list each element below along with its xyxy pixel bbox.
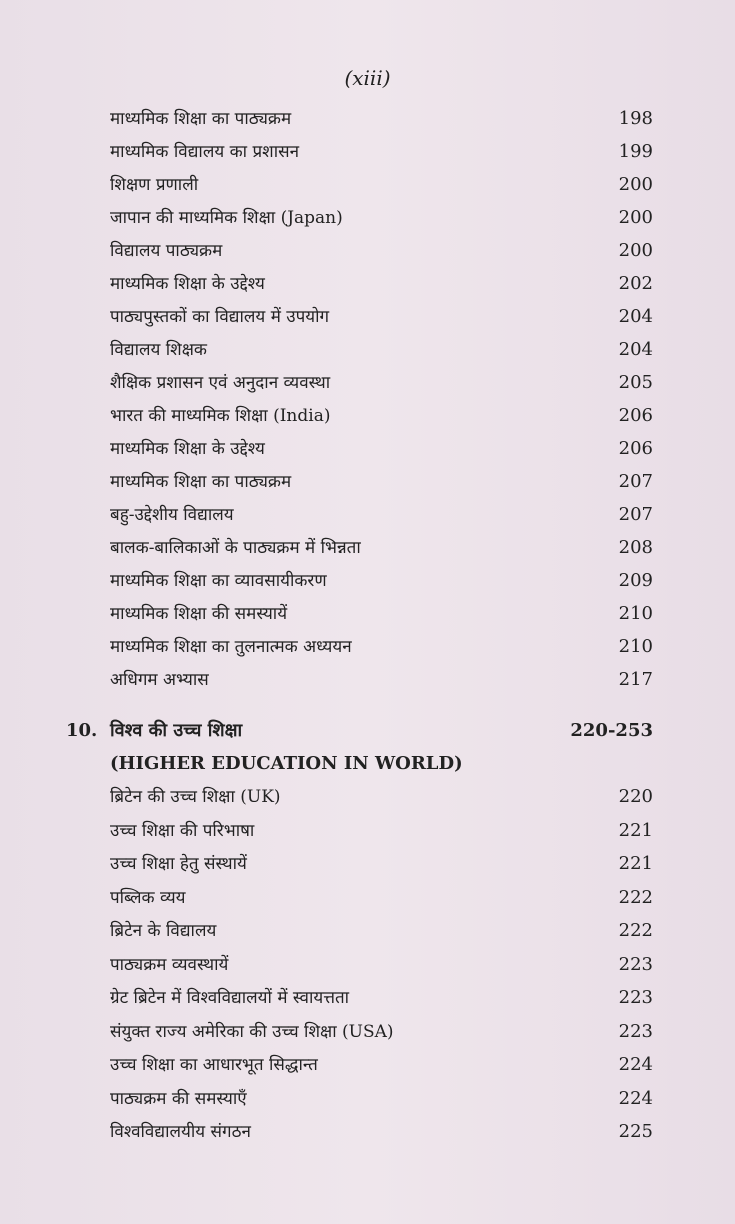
toc-entry	[0, 849, 735, 879]
toc-entry	[0, 1017, 735, 1047]
toc-entry-page: 223	[618, 1021, 653, 1042]
toc-entry-page: 217	[618, 669, 653, 690]
toc-entry	[0, 1050, 735, 1080]
toc-entry-page: 220	[618, 786, 653, 807]
toc-entry-page: 200	[618, 207, 653, 228]
toc-entry	[0, 632, 735, 662]
toc-entry-page: 221	[618, 853, 653, 874]
toc-entry	[0, 170, 735, 200]
toc-entry	[0, 782, 735, 812]
toc-entry-page: 220-253	[570, 720, 653, 741]
toc-entry	[0, 1117, 735, 1147]
toc-entry-title: विद्यालय पाठ्यक्रम	[110, 241, 223, 261]
toc-entry	[0, 816, 735, 846]
toc-entry-page: 207	[618, 471, 653, 492]
toc-entry-title: माध्यमिक शिक्षा का पाठ्यक्रम	[110, 472, 292, 492]
chapter-english-title: (HIGHER EDUCATION IN WORLD)	[110, 753, 463, 774]
toc-entry-page: 224	[618, 1054, 653, 1075]
toc-entry	[0, 983, 735, 1013]
toc-entry-title: विश्व की उच्च शिक्षा	[110, 720, 243, 741]
toc-entry-page: 198	[618, 108, 653, 129]
toc-entry-page: 224	[618, 1088, 653, 1109]
toc-entry	[0, 302, 735, 332]
toc-entry	[0, 1084, 735, 1114]
toc-entry-page: 207	[618, 504, 653, 525]
toc-entry-page: 206	[618, 405, 653, 426]
toc-entry-title: संयुक्त राज्य अमेरिका की उच्च शिक्षा (USA)	[110, 1022, 394, 1042]
toc-entry-page: 223	[618, 954, 653, 975]
toc-entry-title: ब्रिटेन की उच्च शिक्षा (UK)	[110, 787, 281, 807]
toc-entry-title: विद्यालय शिक्षक	[110, 340, 207, 360]
toc-entry-page: 223	[618, 987, 653, 1008]
toc-entry-page: 208	[618, 537, 653, 558]
toc-entry-title: अधिगम अभ्यास	[110, 670, 209, 690]
toc-entry-title: विश्वविद्यालयीय संगठन	[110, 1122, 251, 1142]
toc-entry	[0, 401, 735, 431]
toc-entry-page: 210	[618, 636, 653, 657]
toc-entry	[0, 500, 735, 530]
toc-entry-page: 210	[618, 603, 653, 624]
toc-entry-title: माध्यमिक शिक्षा का व्यावसायीकरण	[110, 571, 327, 591]
toc-entry	[0, 665, 735, 695]
toc-entry-title: ब्रिटेन के विद्यालय	[110, 921, 217, 941]
toc-entry	[0, 236, 735, 266]
toc-entry-title: उच्च शिक्षा का आधारभूत सिद्धान्त	[110, 1055, 318, 1075]
toc-entry-title: जापान की माध्यमिक शिक्षा (Japan)	[110, 208, 343, 228]
toc-entry-title: शैक्षिक प्रशासन एवं अनुदान व्यवस्था	[110, 373, 331, 393]
toc-entry-title: पाठ्यपुस्तकों का विद्यालय में उपयोग	[110, 307, 330, 327]
toc-entry-page: 204	[618, 339, 653, 360]
toc-entry-page: 221	[618, 820, 653, 841]
toc-entry-page: 222	[618, 920, 653, 941]
toc-entry-page: 199	[618, 141, 653, 162]
toc-entry-title: ग्रेट ब्रिटेन में विश्वविद्यालयों में स्वायत्तता	[110, 988, 350, 1008]
page-number: (xiii)	[344, 66, 391, 90]
toc-entry-page: 204	[618, 306, 653, 327]
toc-entry	[0, 203, 735, 233]
toc-entry	[0, 335, 735, 365]
toc-entry-title: माध्यमिक शिक्षा के उद्देश्य	[110, 274, 265, 294]
toc-entry	[0, 599, 735, 629]
toc-entry-title: बालक-बालिकाओं के पाठ्यक्रम में भिन्नता	[110, 538, 361, 558]
toc-entry-title: उच्च शिक्षा की परिभाषा	[110, 821, 255, 841]
toc-entry-page: 206	[618, 438, 653, 459]
toc-entry-title: पब्लिक व्यय	[110, 888, 186, 908]
toc-entry-title: पाठ्यक्रम व्यवस्थायें	[110, 955, 229, 975]
toc-entry	[0, 467, 735, 497]
toc-entry	[0, 566, 735, 596]
chapter-number: 10.	[66, 720, 98, 741]
toc-entry-title: माध्यमिक शिक्षा के उद्देश्य	[110, 439, 265, 459]
toc-entry	[0, 137, 735, 167]
toc-entry-page: 225	[618, 1121, 653, 1142]
toc-entry-title: माध्यमिक विद्यालय का प्रशासन	[110, 142, 300, 162]
toc-entry	[0, 916, 735, 946]
toc-entry	[0, 368, 735, 398]
chapter-heading	[0, 716, 735, 746]
toc-entry	[0, 950, 735, 980]
toc-entry	[0, 434, 735, 464]
toc-entry-page: 222	[618, 887, 653, 908]
toc-entry-page: 202	[618, 273, 653, 294]
toc-entry-page: 205	[618, 372, 653, 393]
toc-entry	[0, 269, 735, 299]
toc-entry-title: माध्यमिक शिक्षा का तुलनात्मक अध्ययन	[110, 637, 352, 657]
toc-entry-title: माध्यमिक शिक्षा का पाठ्यक्रम	[110, 109, 292, 129]
toc-entry-title: उच्च शिक्षा हेतु संस्थायें	[110, 854, 247, 874]
toc-entry-title: शिक्षण प्रणाली	[110, 175, 199, 195]
toc-entry-title: पाठ्यक्रम की समस्याएँ	[110, 1089, 247, 1109]
toc-entry-page: 200	[618, 174, 653, 195]
toc-entry-title: माध्यमिक शिक्षा की समस्यायें	[110, 604, 288, 624]
toc-entry-page: 209	[618, 570, 653, 591]
toc-entry	[0, 104, 735, 134]
toc-entry	[0, 533, 735, 563]
toc-entry-title: बहु-उद्देशीय विद्यालय	[110, 505, 234, 525]
toc-entry-title: भारत की माध्यमिक शिक्षा (India)	[110, 406, 331, 426]
toc-entry-page: 200	[618, 240, 653, 261]
toc-entry	[0, 883, 735, 913]
